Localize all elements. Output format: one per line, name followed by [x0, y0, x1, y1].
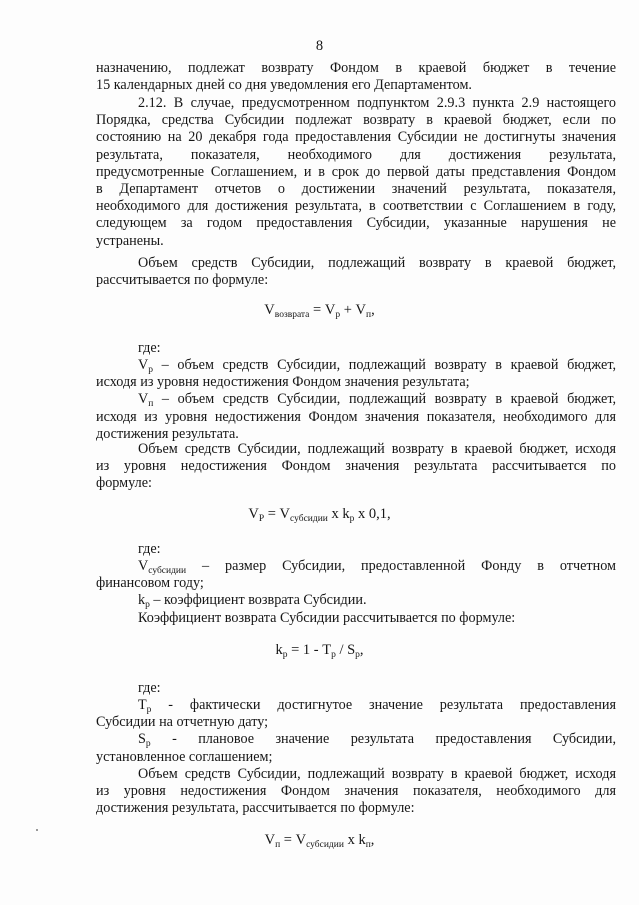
definitions-3: [96, 697, 616, 766]
paragraph-indicator-formula: [96, 766, 616, 818]
text-line: достижения результата, рассчитывается по формуле:: [96, 800, 415, 817]
page-number: 8: [315, 38, 324, 54]
text-line: Объем средств Субсидии, подлежащий возврату в краевой бюджет,: [138, 255, 616, 271]
formula-v-result: $V_Р = V_{субсидии}$ x $k_р$ x 0,1,: [248, 506, 391, 524]
definition-line: достижения результата.: [96, 425, 239, 442]
formula-v-return: $V_{возврата} = V_р + V_п$,: [264, 302, 375, 320]
where-label: где:: [138, 680, 161, 696]
text-line: следующем за годом предоставления Субсидии, указанные нарушения не: [96, 215, 616, 232]
text-line: формуле:: [96, 475, 152, 492]
paragraph-result-formula: [96, 441, 616, 493]
text-line: Объем средств Субсидии, подлежащий возврату в краевой бюджет, исходя: [138, 441, 616, 457]
definition-line: Коэффициент возврата Субсидии рассчитывается по формуле:: [138, 609, 516, 626]
definition-line: $V_р$ – объем средств Субсидии, подлежащий возврату в краевой бюджет,: [138, 357, 616, 375]
text-line: необходимого для достижения результата, в соответствии с Соглашением в году,: [96, 198, 616, 215]
text-line: результата, показателя, необходимого для достижения результата,: [96, 146, 616, 163]
paragraph-2-12: [96, 95, 616, 250]
where-label: где:: [138, 541, 161, 557]
definitions-2: [96, 558, 616, 627]
formula-v-indicator: $V_п = V_{субсидии}$ x $k_п$,: [264, 832, 375, 850]
text-line: предусмотренные Соглашением, и в срок до первой даты представления Фондом: [96, 163, 616, 180]
text-line: в Департамент отчетов о достижении значений результата, показателя,: [96, 180, 616, 197]
definition-line: Субсидии на отчетную дату;: [96, 714, 269, 731]
text-line: 15 календарных дней со дня уведомления его Департаментом.: [96, 77, 472, 94]
paragraph-continuation: [96, 60, 616, 94]
definition-line: $T_р$ - фактически достигнутое значение результата предоставления: [138, 697, 616, 715]
scan-speck: [36, 829, 38, 831]
definition-line: $S_р$ - плановое значение результата предоставления Субсидии,: [138, 731, 616, 750]
text-line: 2.12. В случае, предусмотренном подпунктом 2.9.3 пункта 2.9 настоящего: [138, 95, 616, 111]
definition-line: исходя из уровня недостижения Фондом значения показателя, необходимого для: [96, 408, 616, 425]
text-line: устранены.: [96, 232, 164, 249]
definition-line: $k_р$ – коэффициент возврата Субсидии.: [138, 592, 367, 611]
text-line: назначению, подлежат возврату Фондом в краевой бюджет в течение: [96, 60, 616, 76]
formula-k-return: $k_р = 1 - T_р / S_р$,: [275, 642, 364, 660]
text-line: рассчитывается по формуле:: [96, 272, 269, 289]
definition-line: $V_{субсидии}$ – размер Субсидии, предоставленной Фонду в отчетном: [138, 558, 616, 576]
text-line: состоянию на 20 декабря года предоставления Субсидии не достигнуты значения: [96, 129, 616, 146]
text-line: Объем средств Субсидии, подлежащий возврату в краевой бюджет, исходя: [138, 766, 616, 782]
text-line: Порядка, средства Субсидии подлежат возврату в краевой бюджет, если по: [96, 112, 616, 129]
definition-line: $V_п$ – объем средств Субсидии, подлежащий возврату в краевой бюджет,: [138, 391, 616, 410]
text-line: из уровня недостижения Фондом значения результата рассчитывается по: [96, 458, 616, 475]
definition-line: установленное соглашением;: [96, 748, 273, 765]
definitions-1: [96, 357, 616, 443]
paragraph-formula-intro: [96, 255, 616, 289]
text-line: из уровня недостижения Фондом значения показателя, необходимого для: [96, 783, 616, 800]
where-label: где:: [138, 340, 161, 356]
definition-line: исходя из уровня недостижения Фондом значения результата;: [96, 374, 470, 391]
definition-line: финансовом году;: [96, 575, 204, 592]
